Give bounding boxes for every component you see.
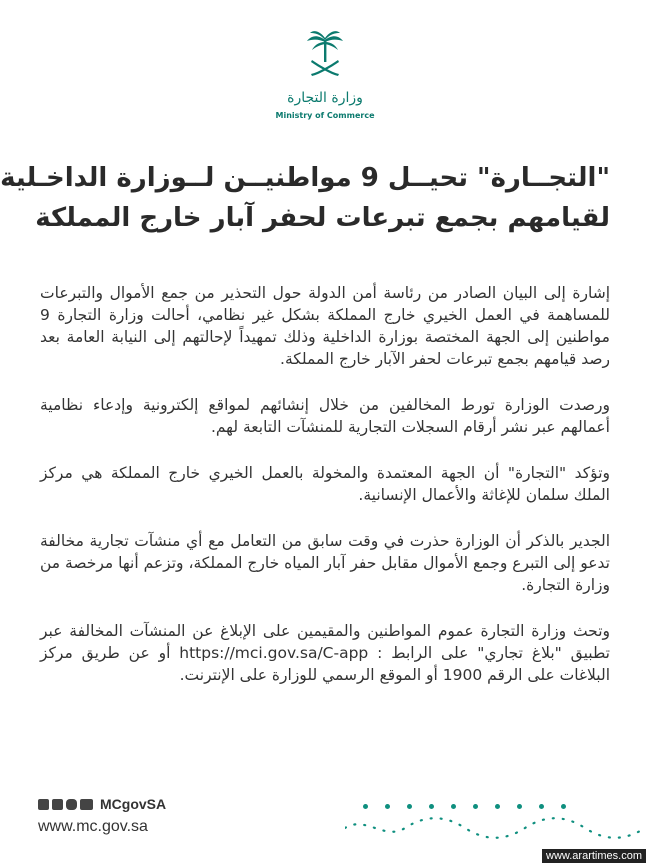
website-link[interactable]: www.mc.gov.sa bbox=[38, 818, 148, 835]
body-paragraph-5: وتحث وزارة التجارة عموم المواطنين والمقيمين على الإبلاغ عن المنشآت المخالفة عبر تطبيق "بلاغ تجاري" على الرابط : https://mci.gov.sa/C-app أو عن طريق مركز البلاغات على الرقم 1900 أو الموقع الرسمي للوزارة على الإنترنت. bbox=[40, 622, 610, 684]
ministry-name-arabic: وزارة التجارة bbox=[287, 90, 363, 106]
press-release-headline bbox=[0, 158, 610, 238]
footer-contact bbox=[38, 796, 166, 836]
body-paragraph-1: إشارة إلى البيان الصادر من رئاسة أمن الدولة حول التحذير من جمع الأموال والتبرعات للمساهمة في العمل الخيري خارج المملكة بشكل غير نظامي، أحالت وزارة التجارة 9 مواطنين إلى الجهة المختصة بوزارة الداخلية وذلك تمهيداً لإحالتهم إلى النيابة العامة بعد رصد قيامهم بجمع تبرعات لحفر الآبار خارج المملكة. bbox=[40, 284, 610, 368]
instagram-icon[interactable] bbox=[66, 799, 77, 810]
ministry-logo bbox=[0, 30, 650, 82]
body-paragraph-2: ورصدت الوزارة تورط المخالفين من خلال إنشائهم لمواقع إلكترونية وإدعاء نظامية أعمالهم عبر نشر أرقام السجلات التجارية للمنشآت التابعة لهم. bbox=[40, 396, 610, 436]
press-release-body bbox=[40, 282, 610, 710]
body-paragraph-3: وتؤكد "التجارة" أن الجهة المعتمدة والمخولة بالعمل الخيري خارج المملكة هي مركز الملك سلمان للإغاثة والأعمال الإنسانية. bbox=[40, 464, 610, 504]
body-paragraph-4: الجدير بالذكر أن الوزارة حذرت في وقت سابق من التعامل مع أي منشآت تجارية مخالفة تدعو إلى التبرع وجمع الأموال مقابل حفر آبار المياه خارج المملكة، وتزعم أنها مرخصة من وزارة التجارة. bbox=[40, 532, 610, 594]
social-links bbox=[38, 796, 166, 812]
twitter-icon[interactable] bbox=[38, 799, 49, 810]
youtube-icon[interactable] bbox=[80, 799, 93, 810]
social-handle: MCgovSA bbox=[100, 796, 167, 812]
ministry-name-english: Ministry of Commerce bbox=[275, 111, 375, 120]
watermark-text: www.arartimes.com bbox=[542, 849, 646, 863]
facebook-icon[interactable] bbox=[52, 799, 63, 810]
headline-line-1: "التجــارة" تحيــل 9 مواطنيــن لــوزارة الداخـلية bbox=[0, 163, 610, 193]
decorative-wave bbox=[345, 815, 645, 841]
headline-line-2: لقيامهم بجمع تبرعات لحفر آبار خارج المملكة bbox=[35, 203, 610, 233]
palm-swords-emblem-icon bbox=[305, 30, 345, 82]
